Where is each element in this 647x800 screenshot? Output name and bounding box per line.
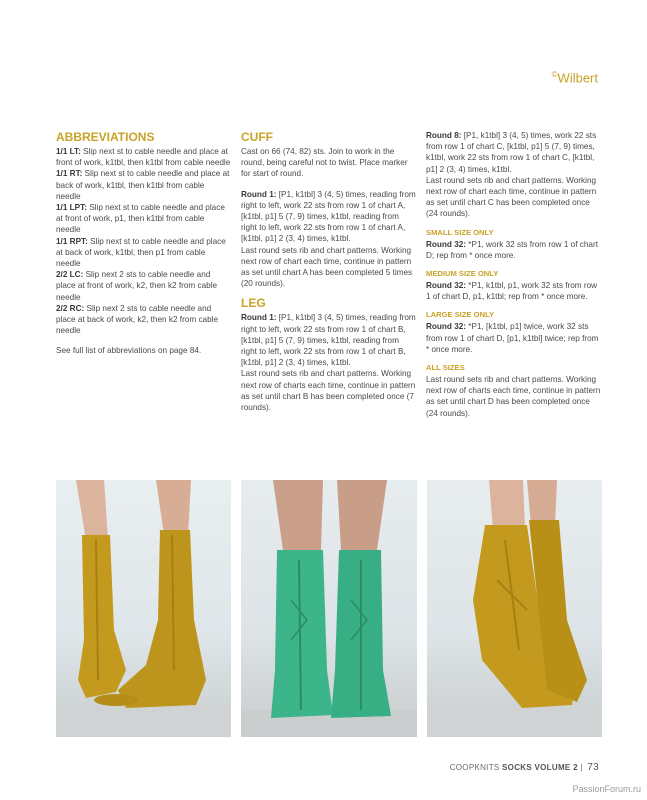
medium-size-round: Round 32: *P1, k1tbl, p1, work 32 sts from row 1 of chart D, p1, k1tbl; rep from * once more.: [426, 281, 598, 302]
mustard-socks-illustration: [56, 480, 231, 737]
abbrev-item: 1/1 RPT: Slip next st to cable needle and place at back of work, k1tbl, then p1 from cable needle: [56, 236, 226, 269]
green-socks-illustration: [241, 480, 417, 737]
cuff-round: Round 1: [P1, k1tbl] 3 (4, 5) times, reading from right to left, work 22 sts from row 1 of chart A, [k1tbl, p1] 5 (7, 9) times, k1tbl, reading from right to left, work 22 sts from row 1 of chart A, [k1tbl, p1] 2 (3, 4) times, k1tbl.: [241, 189, 416, 244]
page-footer: [450, 762, 599, 773]
footer-title: SOCKS VOLUME 2: [502, 763, 578, 772]
page-number: 73: [587, 762, 599, 773]
large-size-round: Round 32: *P1, [k1tbl, p1] twice, work 32 sts from row 1 of chart D, [p1, k1tbl] twice; rep from * once more.: [426, 322, 599, 354]
footer-publisher: COOPKNITS: [449, 763, 503, 772]
all-sizes-heading: ALL SIZES: [426, 363, 465, 373]
designer-mark-icon: ©: [551, 70, 558, 79]
abbreviations-heading: ABBREVIATIONS: [56, 130, 155, 144]
leg-after: Last round sets rib and chart patterns. Working next row of charts each time, continue in pattern as set until chart B has been completed once (7 rounds).: [241, 369, 416, 413]
small-size-round: Round 32: *P1, work 32 sts from row 1 of chart D; rep from * once more.: [426, 239, 598, 260]
cuff-leg-column: [241, 130, 417, 413]
abbrev-item: 1/1 LPT: Slip next st to cable needle and place at front of work, p1, then k1tbl from cable needle: [56, 203, 225, 235]
round8: Round 8: [P1, k1tbl] 3 (4, 5) times, work 22 sts from row 1 of chart C, [k1tbl, p1] 5 (7, 9) times, k1tbl, work 22 sts from row 1 of chart C, [k1tbl, p1] 2 (3, 4) times, k1tbl.: [426, 131, 597, 174]
designer-name: ©Wilbert: [551, 70, 598, 86]
small-size-heading: SMALL SIZE ONLY: [426, 227, 494, 237]
leg-heading: LEG: [241, 296, 266, 311]
cuff-after: Last round sets rib and chart patterns. Working next row of chart each time, continue in pattern as set until chart A has been completed 5 times (20 rounds).: [241, 245, 413, 289]
large-size-heading: LARGE SIZE ONLY: [426, 310, 495, 320]
round8-after: Last round sets rib and chart patterns. Working next row of chart each time, continue in pattern as set until chart C has been completed once (24 rounds).: [426, 175, 597, 219]
photo-strip: [56, 480, 602, 737]
abbreviations-note: See full list of abbreviations on page 84.: [56, 346, 202, 356]
photo-green-socks: [241, 480, 417, 737]
all-sizes-text: Last round sets rib and chart patterns. Working next row of charts each time, continue in pattern as set until chart D has been completed once (24 rounds).: [426, 375, 601, 418]
abbreviations-column: [56, 130, 231, 357]
cuff-intro: Cast on 66 (74, 82) sts. Join to work in the round, being careful not to twist. Place marker for start of round.: [241, 147, 408, 179]
photo-mustard-socks-front: [56, 480, 231, 737]
watermark: PassionForum.ru: [572, 784, 641, 794]
mustard-socks-side-illustration: [427, 480, 602, 737]
cuff-heading: CUFF: [241, 130, 273, 144]
heel-column: [426, 130, 602, 419]
leg-round: Round 1: [P1, k1tbl] 3 (4, 5) times, reading from right to left, work 22 sts from row 1 of chart B, [k1tbl, p1] 5 (7, 9) times, k1tbl, reading from right to left, work 22 sts from row 1 of chart B, [k1tbl, p1] 2 (3, 4) times, k1tbl.: [241, 313, 416, 368]
medium-size-heading: MEDIUM SIZE ONLY: [426, 269, 499, 279]
abbrev-item: 2/2 LC: Slip next 2 sts to cable needle and place at front of work, k2, then k2 from cable needle: [56, 270, 218, 302]
photo-mustard-socks-side: [427, 480, 602, 737]
abbrev-item: 1/1 RT: Slip next st to cable needle and place at back of work, k1tbl, then k1tbl from cable needle: [56, 169, 230, 201]
abbrev-item: 1/1 LT: Slip next st to cable needle and place at front of work, k1tbl, then k1tbl from cable needle: [56, 147, 231, 168]
abbrev-item: 2/2 RC: Slip next 2 sts to cable needle and place at back of work, k2, then k2 from cable needle: [56, 303, 219, 336]
footer-separator: |: [577, 763, 586, 772]
